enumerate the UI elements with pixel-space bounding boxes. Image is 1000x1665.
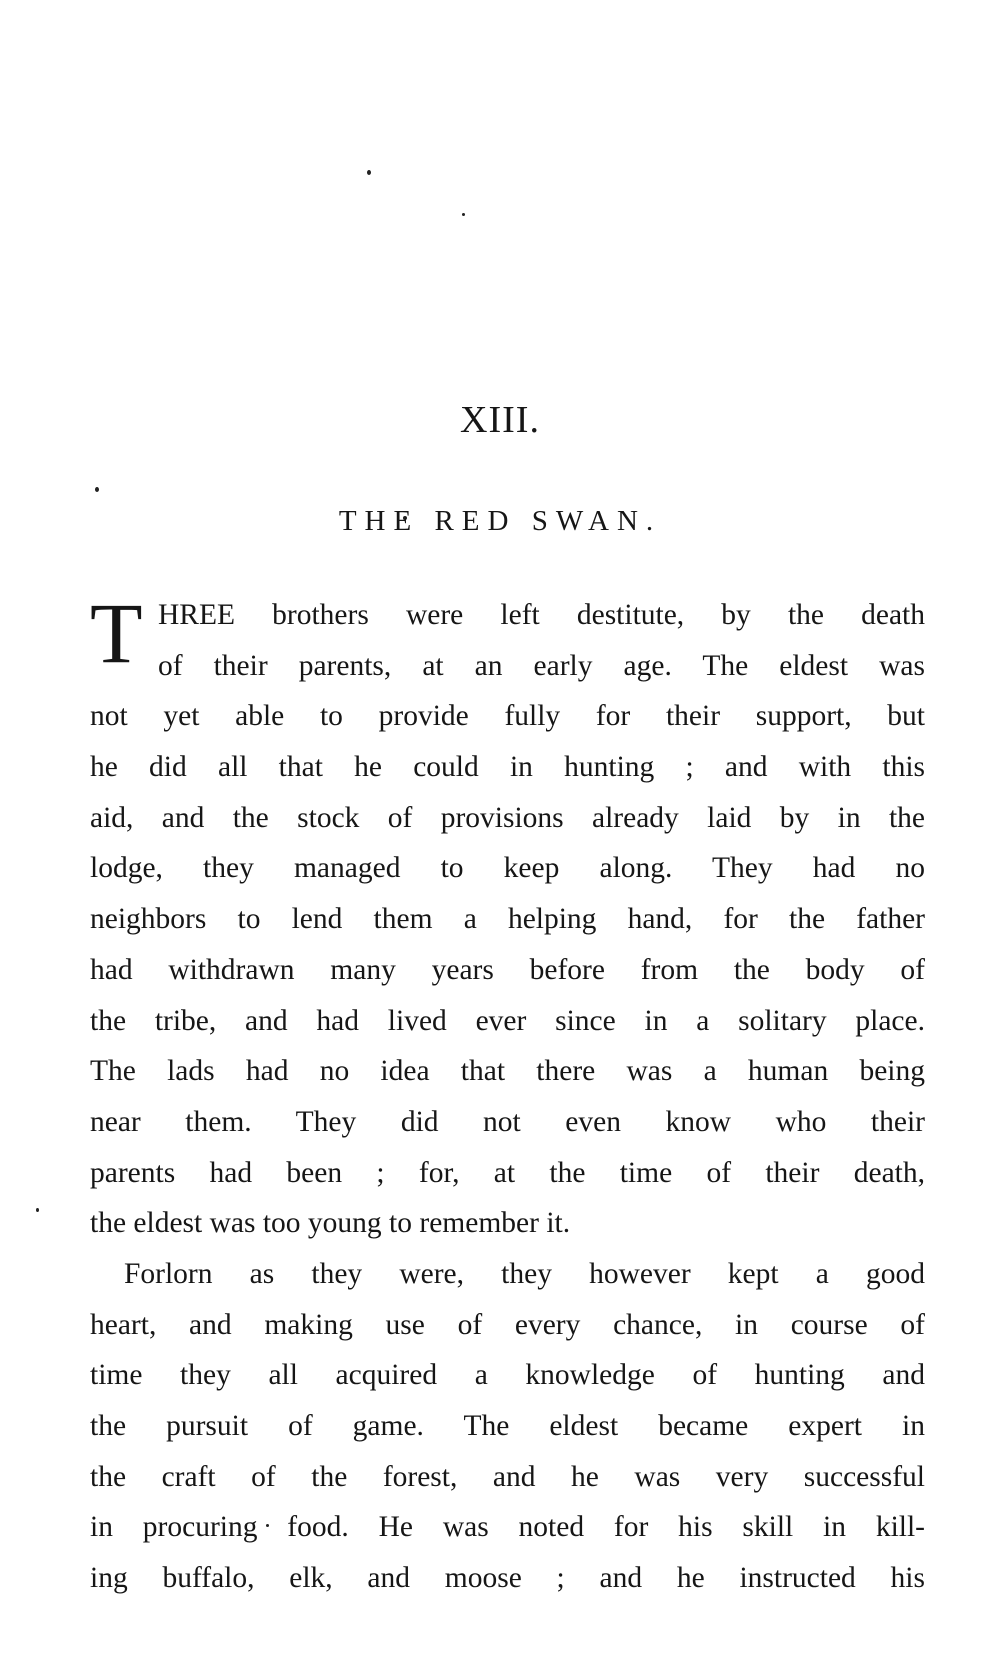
page-speck [95, 487, 99, 492]
text-line: the pursuit of game. The eldest became expert in [90, 1410, 925, 1442]
text-line: in procuring food. He was noted for his skill in kill- [90, 1511, 925, 1544]
text-line: had withdrawn many years before from the body of [90, 953, 925, 986]
text-line: heart, and making use of every chance, in course of [90, 1308, 925, 1341]
text-line: The lads had no idea that there was a human being [90, 1055, 925, 1088]
text-line: time they all acquired a knowledge of hunting and [90, 1359, 925, 1392]
text-line: the eldest was too young to remember it. [90, 1207, 571, 1240]
text-line: he did all that he could in hunting ; and with this [90, 751, 925, 784]
chapter-title: THE RED SWAN. [338, 505, 662, 537]
text-line: neighbors to lend them a helping hand, for the father [90, 903, 925, 936]
text-line: near them. They did not even know who their [90, 1105, 925, 1138]
text-line: ing buffalo, elk, and moose ; and he instructed his [90, 1562, 925, 1595]
text-line: HREE brothers were left destitute, by the death [158, 599, 925, 631]
paragraph-2 [90, 1249, 925, 1604]
chapter-number: XIII. [460, 399, 540, 441]
text-line: of their parents, at an early age. The eldest was [158, 649, 925, 682]
text-line: the craft of the forest, and he was very successful [90, 1460, 925, 1493]
text-line: not yet able to provide fully for their support, but [90, 700, 925, 733]
text-line: the tribe, and had lived ever since in a solitary place. [90, 1004, 925, 1037]
page-speck [462, 213, 465, 216]
page-speck [367, 170, 371, 175]
text-line: lodge, they managed to keep along. They had no [90, 852, 925, 885]
text-line: Forlorn as they were, they however kept a good [124, 1257, 925, 1290]
body-text [90, 585, 925, 1604]
drop-cap: T [90, 585, 143, 681]
paragraph-1 [90, 585, 925, 1249]
text-line: parents had been ; for, at the time of their death, [90, 1156, 925, 1189]
text-line: aid, and the stock of provisions already laid by in the [90, 801, 925, 834]
page-speck [36, 1208, 39, 1212]
